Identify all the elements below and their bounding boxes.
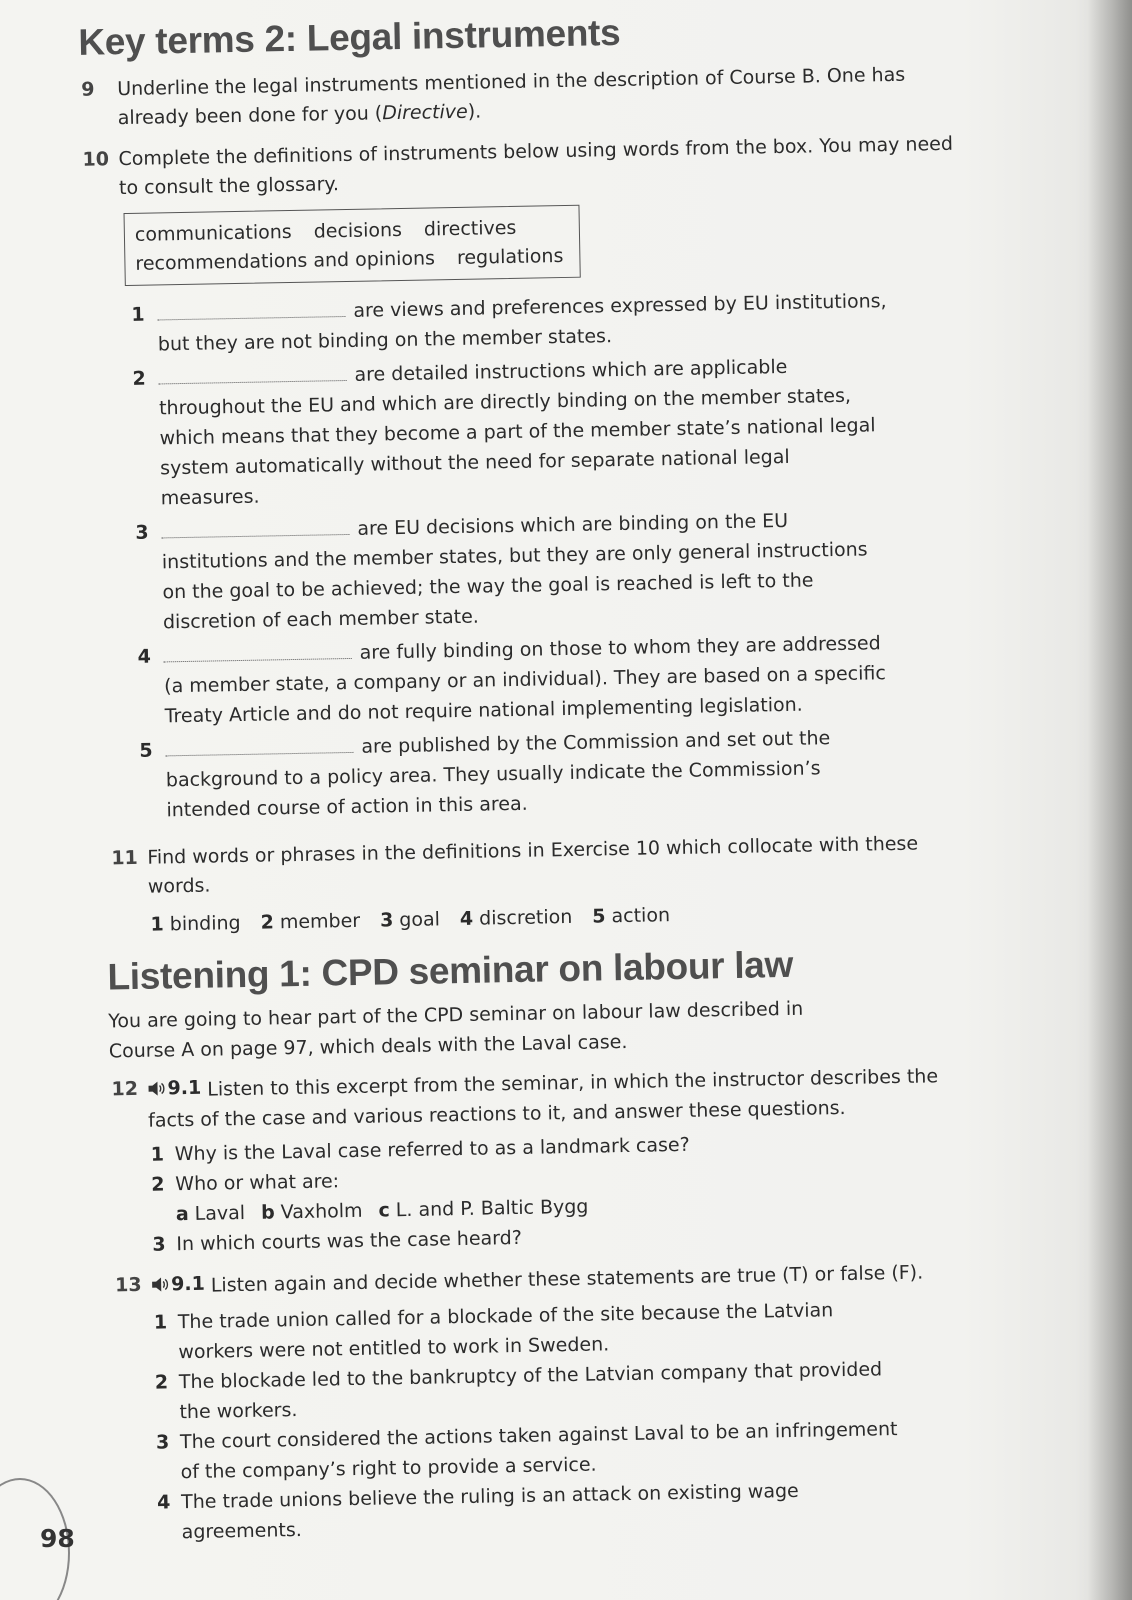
- definition-number: 5: [139, 739, 153, 762]
- definition-number: 3: [135, 521, 149, 544]
- exercise-9: [81, 59, 972, 133]
- definition-item: [137, 628, 899, 732]
- section-title-listening: Listening 1: CPD seminar on labour law: [107, 943, 794, 998]
- exercise-number: 12: [111, 1077, 139, 1101]
- exercise-11: [111, 828, 986, 902]
- sub-item: a Laval: [175, 1201, 246, 1226]
- exercise-number: 13: [114, 1273, 142, 1297]
- definition-text: are EU decisions which are binding on the EU institutions and the member states, but they are only general instructions on the goal to be achieved; the way the goal is reached is left to the discretion of each member state.: [161, 509, 868, 634]
- word-box-item: decisions: [313, 218, 403, 243]
- speaker-icon: [151, 1276, 169, 1292]
- collocation-item: 2 member: [260, 909, 361, 934]
- statement-list: [154, 1294, 918, 1548]
- exercise-instruction: Listen again and decide whether these statements are true (T) or false (F).: [210, 1261, 924, 1297]
- definition-text: are views and preferences expressed by EU institutions, but they are not binding on the member states.: [157, 290, 887, 356]
- definition-item: [139, 722, 901, 826]
- definitions-list: [131, 286, 901, 826]
- definition-text: are detailed instructions which are applicable throughout the EU and which are directly binding on the member states, which means that they become a part of the member state’s national legal system automatically without the need for separate national legal measures.: [158, 355, 876, 510]
- audio-track[interactable]: 9.1: [147, 1073, 201, 1104]
- collocation-item: 3 goal: [379, 908, 441, 932]
- exercise-instruction: Listen to this excerpt from the seminar, in which the instructor describes the facts of the case and various reactions to it, and answer these questions.: [147, 1065, 939, 1132]
- definition-text: are fully binding on those to whom they are addressed (a member state, a company or an individual). They are based on a specific Treaty Article and do not require national implementing legislation.: [163, 632, 887, 728]
- exercise-instruction: Find words or phrases in the definitions in Exercise 10 which collocate with these words.: [147, 832, 919, 898]
- exercise-12: [111, 1058, 990, 1136]
- definition-number: 4: [137, 645, 152, 668]
- page-binding-shadow: [1088, 0, 1132, 1600]
- answer-blank[interactable]: [165, 733, 353, 756]
- speaker-icon: [147, 1080, 165, 1096]
- definition-item: [132, 350, 895, 514]
- answer-blank[interactable]: [163, 639, 351, 662]
- exercise-instruction: Underline the legal instruments mentioned in the description of Course B. One has already been done for you (Directive).: [117, 63, 906, 130]
- word-box-item: recommendations and opinions: [135, 247, 436, 275]
- question-item: 3 In which courts was the case heard?: [152, 1226, 523, 1256]
- word-box-item: communications: [134, 220, 292, 246]
- word-box-item: directives: [423, 216, 517, 241]
- word-box-item: regulations: [456, 245, 564, 269]
- section-title-key-terms: Key terms 2: Legal instruments: [77, 11, 621, 63]
- question-list: [150, 1124, 992, 1259]
- statement-item: 4 The trade unions believe the ruling is an attack on existing wage agreements.: [156, 1479, 799, 1544]
- sub-item: c L. and P. Baltic Bygg: [378, 1195, 589, 1222]
- exercise-number: 9: [81, 78, 95, 101]
- answer-blank[interactable]: [161, 515, 349, 538]
- audio-track[interactable]: 9.1: [151, 1269, 205, 1300]
- sub-item: b Vaxholm: [260, 1199, 363, 1224]
- definition-number: 2: [132, 367, 146, 390]
- definition-text: are published by the Commission and set out the background to a policy area. They usually indicate the Commission’s intended course of action in this area.: [165, 727, 831, 822]
- question-item: 1 Why is the Laval case referred to as a landmark case?: [150, 1133, 690, 1166]
- statement-item: 3 The court considered the actions taken against Laval to be an infringement of the company’s right to provide a service.: [155, 1418, 898, 1484]
- page-content: [70, 6, 998, 1549]
- statement-item: 1 The trade union called for a blockade of the site because the Latvian workers were not entitled to work in Sweden.: [153, 1299, 834, 1364]
- page-number: 98: [40, 1524, 75, 1553]
- question-item: 2 Who or what are:: [151, 1170, 340, 1196]
- word-box: [124, 205, 581, 286]
- exercise-number: 11: [111, 846, 138, 870]
- exercise-instruction: Complete the definitions of instruments below using words from the box. You may need to consult the glossary.: [118, 132, 954, 200]
- exercise-10: [82, 129, 973, 203]
- exercise-number: 10: [82, 148, 110, 171]
- collocation-words: [150, 898, 986, 935]
- collocation-item: 4 discretion: [459, 905, 573, 931]
- definition-item: [135, 504, 897, 638]
- listening-intro: You are going to hear part of the CPD seminar on labour law described in Course A on page 97, which deals with the Laval case.: [108, 997, 804, 1063]
- definition-item: [131, 286, 892, 360]
- collocation-item: 5 action: [592, 904, 671, 928]
- collocation-item: 1 binding: [150, 912, 241, 936]
- answer-blank[interactable]: [157, 297, 345, 320]
- statement-item: 2 The blockade led to the bankruptcy of the Latvian company that provided the workers.: [154, 1358, 883, 1424]
- answer-blank[interactable]: [158, 361, 346, 384]
- definition-number: 1: [131, 303, 145, 326]
